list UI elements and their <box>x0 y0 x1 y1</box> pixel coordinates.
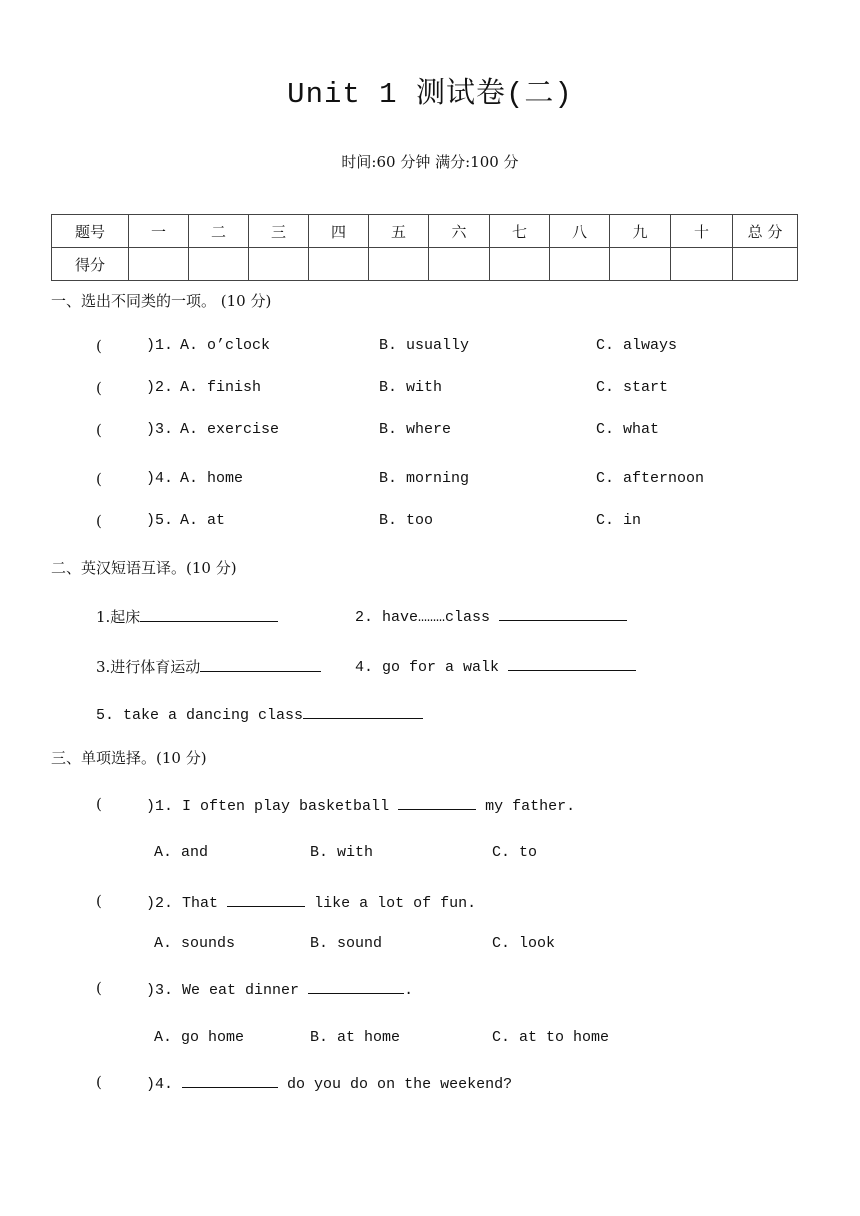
translation-prompt: 3.进行体育运动 <box>96 658 201 676</box>
option-c: C. always <box>596 337 678 354</box>
exam-info: 时间:60 分钟 满分:100 分 <box>341 153 519 171</box>
stem-before: We eat dinner <box>182 982 300 999</box>
section-2-heading: 二、英汉短语互译。(10 分) <box>51 559 237 577</box>
score-cell[interactable] <box>129 248 189 281</box>
option-a: A. o’clock <box>180 337 271 354</box>
answer-paren[interactable]: ( <box>96 379 102 397</box>
question-stem <box>146 795 575 815</box>
option-c: C. in <box>596 512 642 529</box>
option-a: A. finish <box>180 379 262 396</box>
header-cell: 五 <box>369 215 429 248</box>
header-cell: 十 <box>671 215 733 248</box>
answer-blank[interactable] <box>508 656 636 671</box>
answer-paren[interactable]: ( <box>96 470 102 488</box>
option-c: C. to <box>492 844 538 861</box>
question-number: )3. <box>146 421 174 438</box>
translation-prompt: 1.起床 <box>96 608 141 626</box>
stem-after: like a lot of fun. <box>314 895 477 912</box>
score-table-score-row <box>52 248 798 281</box>
score-cell[interactable] <box>733 248 798 281</box>
option-a: A. home <box>180 470 244 487</box>
option-a: A. sounds <box>154 935 236 952</box>
option-b: B. where <box>379 421 452 438</box>
section-3-heading: 三、单项选择。(10 分) <box>51 749 207 767</box>
option-a: A. and <box>154 844 209 861</box>
question-stem <box>146 979 413 999</box>
score-table <box>51 214 798 281</box>
score-cell[interactable] <box>671 248 733 281</box>
header-cell: 一 <box>129 215 189 248</box>
option-b: B. too <box>379 512 434 529</box>
translation-item <box>96 606 278 627</box>
answer-paren[interactable]: ( <box>96 795 102 813</box>
option-b: B. at home <box>310 1029 401 1046</box>
header-cell: 总 分 <box>733 215 798 248</box>
option-c: C. start <box>596 379 669 396</box>
question-number: )5. <box>146 512 174 529</box>
translation-item <box>96 656 321 677</box>
option-c: C. at to home <box>492 1029 610 1046</box>
question-stem <box>146 892 476 912</box>
stem-before: That <box>182 895 219 912</box>
answer-blank[interactable] <box>308 979 404 994</box>
stem-after: my father. <box>485 798 576 815</box>
answer-paren[interactable]: ( <box>96 421 102 439</box>
header-cell: 四 <box>309 215 369 248</box>
header-cell: 六 <box>429 215 490 248</box>
answer-paren[interactable]: ( <box>96 512 102 530</box>
option-c: C. afternoon <box>596 470 705 487</box>
header-cell: 三 <box>249 215 309 248</box>
translation-prompt: 2. have………class <box>355 609 491 626</box>
question-stem <box>146 1073 512 1093</box>
score-cell[interactable] <box>550 248 610 281</box>
stem-after: . <box>404 982 414 999</box>
score-cell[interactable] <box>369 248 429 281</box>
question-number: )2. <box>146 379 174 396</box>
question-number: )4. <box>146 1076 174 1093</box>
page-title: Unit 1 测试卷(二) <box>287 78 573 111</box>
option-a: A. at <box>180 512 226 529</box>
answer-blank[interactable] <box>140 607 278 622</box>
answer-blank[interactable] <box>398 795 476 810</box>
translation-item <box>355 606 627 626</box>
score-cell[interactable] <box>429 248 490 281</box>
header-cell: 七 <box>490 215 550 248</box>
header-cell: 九 <box>610 215 671 248</box>
header-cell: 题号 <box>52 215 129 248</box>
question-number: )3. <box>146 982 174 999</box>
score-cell[interactable] <box>610 248 671 281</box>
score-cell[interactable] <box>189 248 249 281</box>
answer-paren[interactable]: ( <box>96 1073 102 1091</box>
answer-blank[interactable] <box>227 892 305 907</box>
stem-after: do you do on the weekend? <box>287 1076 513 1093</box>
translation-item <box>355 656 636 676</box>
score-cell[interactable] <box>490 248 550 281</box>
option-c: C. what <box>596 421 660 438</box>
section-1-heading: 一、选出不同类的一项。 (10 分) <box>51 292 272 310</box>
answer-blank[interactable] <box>182 1073 278 1088</box>
answer-blank[interactable] <box>499 606 627 621</box>
question-number: )2. <box>146 895 174 912</box>
score-cell[interactable] <box>249 248 309 281</box>
answer-blank[interactable] <box>200 657 321 672</box>
option-b: B. with <box>310 844 374 861</box>
option-b: B. usually <box>379 337 470 354</box>
score-row-label: 得分 <box>52 248 129 281</box>
translation-prompt: 4. go for a walk <box>355 659 500 676</box>
option-b: B. morning <box>379 470 470 487</box>
option-b: B. sound <box>310 935 383 952</box>
score-cell[interactable] <box>309 248 369 281</box>
question-number: )4. <box>146 470 174 487</box>
translation-prompt: 5. take a dancing class <box>96 707 304 724</box>
stem-before: I often play basketball <box>182 798 390 815</box>
question-number: )1. <box>146 798 174 815</box>
option-b: B. with <box>379 379 443 396</box>
option-a: A. exercise <box>180 421 280 438</box>
answer-paren[interactable]: ( <box>96 337 102 355</box>
option-a: A. go home <box>154 1029 245 1046</box>
answer-paren[interactable]: ( <box>96 892 102 910</box>
answer-paren[interactable]: ( <box>96 979 102 997</box>
answer-blank[interactable] <box>303 704 423 719</box>
question-number: )1. <box>146 337 174 354</box>
translation-item <box>96 704 423 724</box>
score-table-header-row <box>52 215 798 248</box>
option-c: C. look <box>492 935 556 952</box>
header-cell: 八 <box>550 215 610 248</box>
header-cell: 二 <box>189 215 249 248</box>
